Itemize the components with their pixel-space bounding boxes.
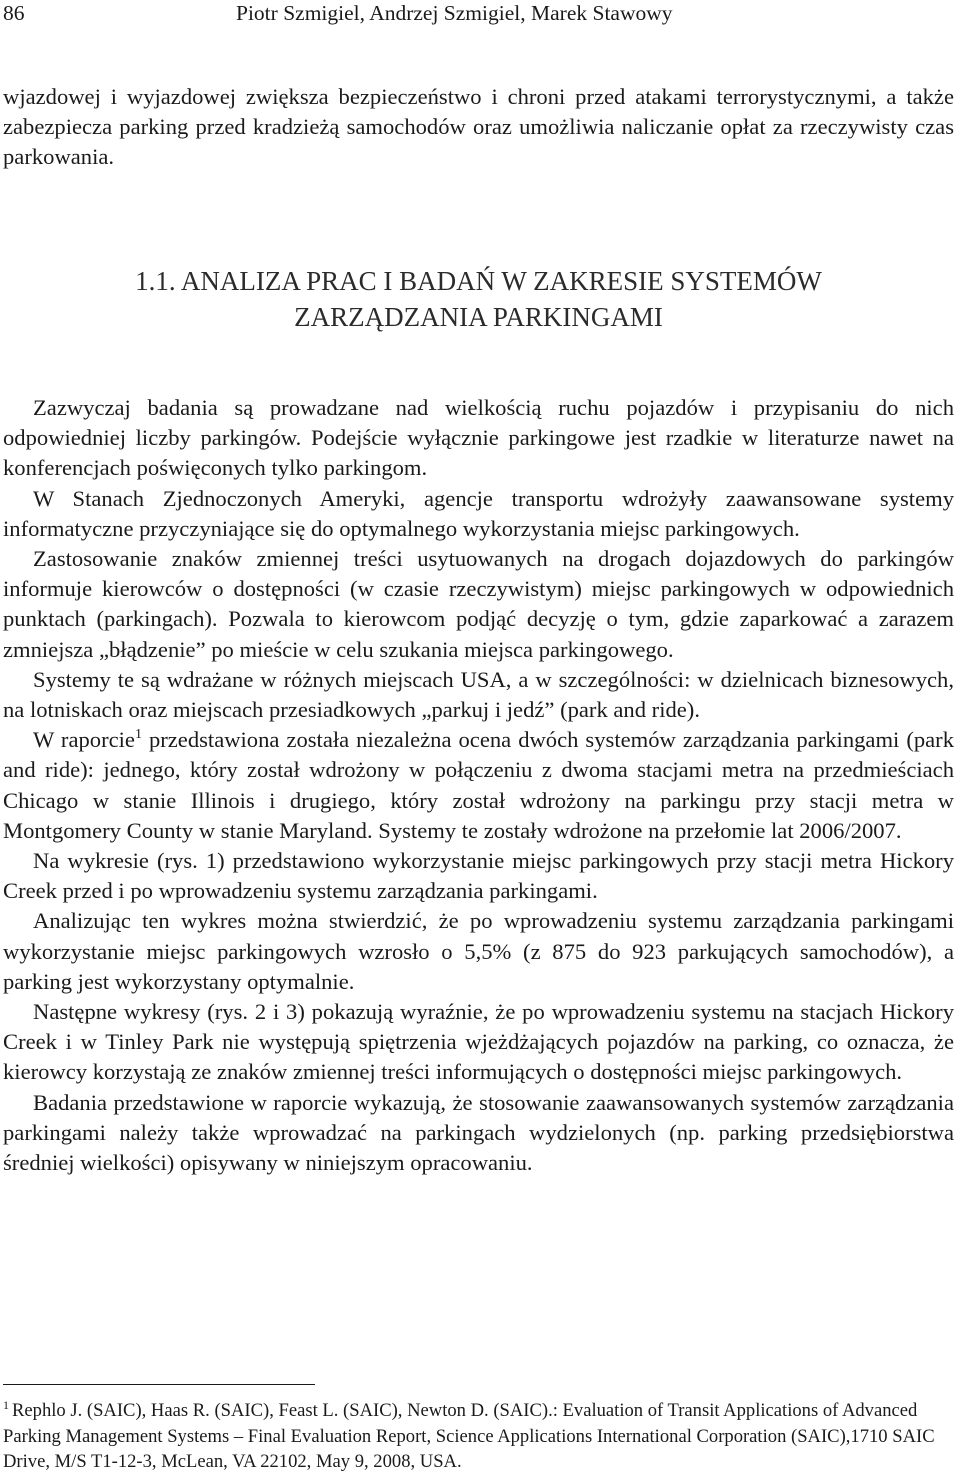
section-heading xyxy=(3,263,954,335)
paragraph-9: Badania przedstawione w raporcie wykazują, że stosowanie zaawansowanych systemów zarządzania parkingami należy także wprowadzać na parkingach wydzielonych (np. parking przedsiębiorstwa średniej wielkości) opisywany w niniejszym opracowaniu. xyxy=(3,1089,954,1176)
paragraph-7: Analizując ten wykres można stwierdzić, że po wprowadzeniu systemu zarządzania parkingami wykorzystanie miejsc parkingowych wzrosło o 5,5% (z 875 do 923 parkujących samochodów), a parking jest wykorzystany optymalnie. xyxy=(3,908,954,994)
section-heading-line1: 1.1. ANALIZA PRAC I BADAŃ W ZAKRESIE SYSTEMÓW xyxy=(135,266,822,296)
section-body xyxy=(3,393,954,1178)
paragraph-6: Na wykresie (rys. 1) przedstawiono wykorzystanie miejsc parkingowych przy stacji metra Hickory Creek przed i po wprowadzeniu systemu zarządzania parkingami. xyxy=(3,848,954,904)
intro-paragraph-block xyxy=(3,82,954,173)
footnote-reference[interactable]: 1 xyxy=(134,727,142,743)
intro-paragraph: wjazdowej i wyjazdowej zwiększa bezpieczeństwo i chroni przed atakami terrorystycznymi, a także zabezpiecza parking przed kradzieżą samochodów oraz umożliwia naliczanie opłat za rzeczywisty czas parkowania. xyxy=(3,84,954,170)
paragraph-2: W Stanach Zjednoczonych Ameryki, agencje transportu wdrożyły zaawansowane systemy informatyczne przyczyniające się do optymalnego wykorzystania miejsc parkingowych. xyxy=(3,485,954,541)
paragraph-5-rest: przedstawiona została niezależna ocena dwóch systemów zarządzania parkingami (park and ride): jednego, który został wdrożony w połączeniu z dwoma stacjami metra na przedmieściach Chicago w stanie Illinois i drugiego, który został wdrożony na parkingu przy stacji metra w Montgomery County w stanie Maryland. Systemy te zostały wdrożone na przełomie lat 2006/2007. xyxy=(3,727,954,843)
footnote-divider xyxy=(3,1384,315,1385)
footnote xyxy=(3,1398,954,1475)
page-header xyxy=(3,0,942,30)
footnote-mark: 1 xyxy=(3,1398,9,1412)
paragraph-4: Systemy te są wdrażane w różnych miejscach USA, a w szczególności: w dzielnicach biznesowych, na lotniskach oraz miejscach przesiadkowych „parkuj i jedź” (park and ride). xyxy=(3,666,954,723)
section-heading-line2: ZARZĄDZANIA PARKINGAMI xyxy=(294,302,663,332)
paragraph-3: Zastosowanie znaków zmiennej treści usytuowanych na drogach dojazdowych do parkingów informuje kierowców o dostępności (w czasie rzeczywistym) miejsc parkingowych w odpowiednich punktach (parkingach). Pozwala to kierowcom podjąć decyzję o tym, gdzie zaparkować a zarazem zmniejsza „błądzenie” po mieście w celu szukania miejsca parkingowego. xyxy=(3,546,954,662)
paragraph-1: Zazwyczaj badania są prowadzane nad wielkością ruchu pojazdów i przypisaniu do nich odpowiedniej liczby parkingów. Podejście wyłącznie parkingowe jest rzadkie w literaturze nawet na konferencjach poświęconych tylko parkingom. xyxy=(3,395,954,481)
paragraph-5 xyxy=(3,725,954,846)
paragraph-8: Następne wykresy (rys. 2 i 3) pokazują wyraźnie, że po wprowadzeniu systemu na stacjach Hickory Creek i w Tinley Park nie występują spiętrzenia wjeżdżających pojazdów na parking, co oznacza, że kierowcy korzystają ze znaków zmiennej treści informujących o dostępności miejsc parkingowych. xyxy=(3,999,954,1085)
page-number: 86 xyxy=(3,1,25,25)
footnote-text: Rephlo J. (SAIC), Haas R. (SAIC), Feast L. (SAIC), Newton D. (SAIC).: Evaluation of Transit Applications of Advanced Parking Management Systems – Final Evaluation Report, Science Applications International Corporation (SAIC),1710 SAIC Drive, M/S T1-12-3, McLean, VA 22102, May 9, 2008, USA. xyxy=(3,1400,935,1472)
running-header-authors: Piotr Szmigiel, Andrzej Szmigiel, Marek Stawowy xyxy=(236,1,673,25)
paragraph-5-start: W raporcie xyxy=(33,727,135,753)
